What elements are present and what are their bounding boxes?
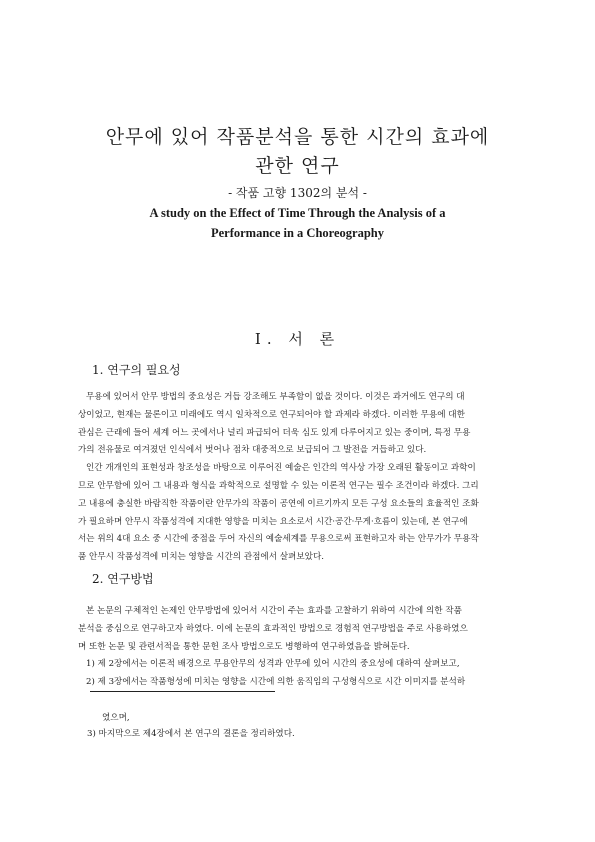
body-line: 고 내용에 충실한 바람직한 작품이란 안무가의 작품이 공연에 이르기까지 모든 구성 요소들의 효율적인 조화 (78, 498, 479, 509)
body-line: 2) 제 3장에서는 작품형성에 미치는 영향을 시간에 의한 움직임의 구성형식으로 시간 이미지를 분석하 (86, 677, 466, 688)
section1-body (78, 389, 520, 567)
footnote-divider (90, 691, 275, 692)
footer-line: 였으며, (102, 713, 130, 723)
body-line: 가 필요하며 안무시 작품성격에 지대한 영향을 미치는 요소로서 시간·공간·무게·흐름이 있는데, 본 연구에 (78, 516, 468, 527)
body-line: 인간 개개인의 표현성과 창조성을 바탕으로 이루어진 예술은 인간의 역사상 가장 오래된 활동이고 과학이 (86, 463, 476, 474)
title-english-line2: Performance in a Choreography (210, 226, 384, 240)
body-line: 품 안무시 작품성격에 미치는 영향을 시간의 관점에서 살펴보았다. (78, 552, 324, 563)
title-english-line1: A study on the Effect of Time Through the Analysis of a (149, 206, 446, 220)
body-line: 관심은 근래에 들어 세계 어느 곳에서나 널리 파급되어 더욱 심도 있게 다루어지고 있는 중이며, 특정 무용 (78, 427, 471, 438)
body-line: 본 논문의 구체적인 논제인 안무방법에 있어서 시간이 주는 효과를 고찰하기 위하여 시간에 의한 작품 (86, 606, 462, 616)
section2-body (78, 603, 520, 692)
body-line: 분석을 중심으로 연구하고자 하였다. 이에 논문의 효과적인 방법으로 경험적 연구방법을 주로 사용하였으 (78, 623, 468, 634)
title-korean-line2: 관한 연구 (255, 155, 340, 177)
body-line: 서는 위의 4대 요소 중 시간에 중점을 두어 자신의 예술세계를 무용으로써 표현하고자 하는 안무가가 무용작 (78, 534, 479, 545)
chapter-heading: Ⅰ. 서 론 (254, 330, 341, 348)
body-line: 상이었고, 현재는 물론이고 미래에도 역시 일차적으로 연구되어야 할 과제라 하겠다. 이러한 무용에 대한 (78, 409, 465, 420)
body-line: 므로 안무함에 있어 그 내용과 형식을 과학적으로 설명할 수 있는 이론적 연구는 필수 조건이라 하겠다. 그리 (78, 480, 479, 491)
section-heading-method: 2. 연구방법 (92, 572, 154, 586)
body-line: 1) 제 2장에서는 이론적 배경으로 무용안무의 성격과 안무에 있어 시간의 중요성에 대하여 살펴보고, (86, 659, 460, 670)
subtitle: - 작품 고향 1302의 분석 - (228, 186, 367, 200)
body-line: 며 또한 논문 및 관련서적을 통한 문헌 조사 방법으로도 병행하여 연구하였음을 밝혀둔다. (78, 641, 410, 652)
body-line: 무용에 있어서 안무 방법의 중요성은 거듭 강조해도 부족함이 없을 것이다. 이것은 과거에도 연구의 대 (86, 392, 465, 402)
footer-line: 3) 마지막으로 제4장에서 본 연구의 결론을 정리하였다. (87, 729, 295, 739)
section-heading-necessity: 1. 연구의 필요성 (92, 363, 181, 377)
title-korean-line1: 안무에 있어 작품분석을 통한 시간의 효과에 (105, 126, 490, 148)
body-line: 가의 전유물로 여겨졌던 인식에서 벗어나 점차 대중적으로 보급되어 그 발전을 거듭하고 있다. (78, 445, 427, 456)
